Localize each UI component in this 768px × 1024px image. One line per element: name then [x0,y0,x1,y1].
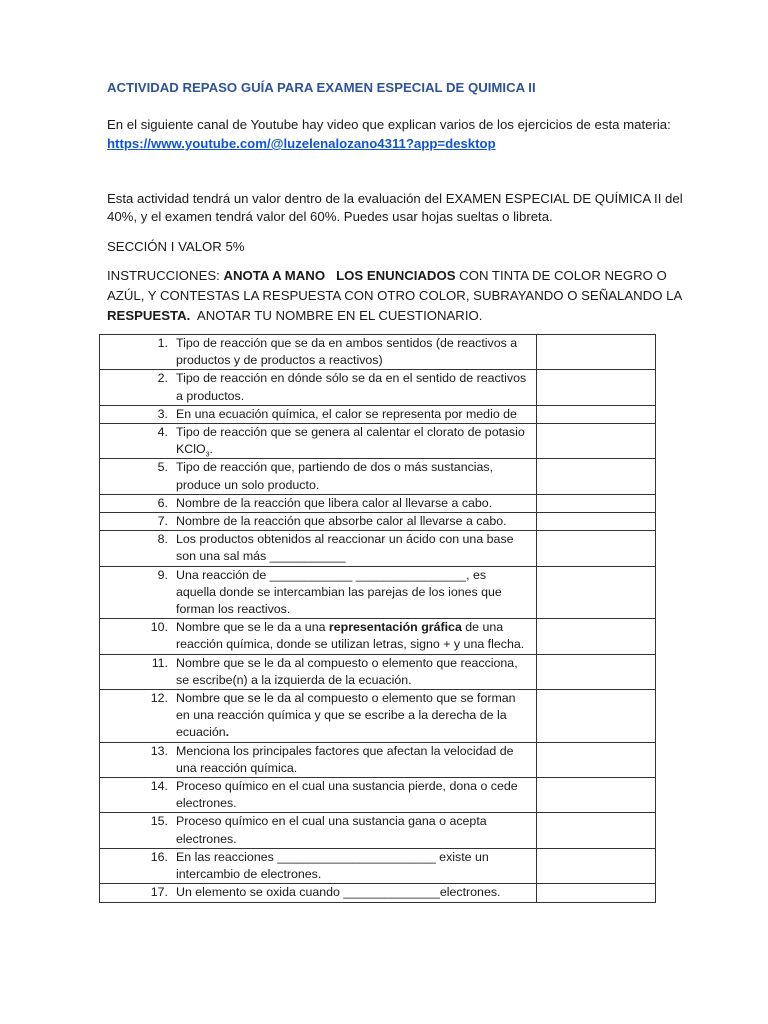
question-line: en una reacción química y que se escribe a la derecha de la [176,708,507,723]
question-line: Tipo de reacción que se da en ambos sentidos (de reactivos a [176,336,518,350]
question-number: 17. [150,885,168,900]
question-line: se escribe(n) a la izquierda de la ecuación. [176,672,412,687]
question-cell [100,619,537,654]
instructions-gap [325,268,336,283]
question-text [176,655,536,689]
question-number: 8. [157,532,168,547]
table-row [100,742,656,777]
question-text [176,778,536,812]
answer-cell[interactable] [536,513,655,531]
question-line: Nombre de la reacción que libera calor al llevarse a cabo. [176,495,493,510]
youtube-link[interactable]: https://www.youtube.com/@luzelenalozano4311?app=desktop [107,136,496,151]
question-text [176,335,536,369]
answer-cell[interactable] [536,424,655,459]
question-cell [100,513,537,531]
answer-cell[interactable] [536,459,655,494]
question-text [176,743,536,777]
instructions-line [107,266,667,286]
instructions-bold-handwrite: ANOTA A MANO [223,268,326,283]
question-cell [100,531,537,566]
answer-cell[interactable] [536,654,655,689]
question-line: son una sal más ___________ [176,549,346,564]
answer-cell[interactable] [536,405,655,423]
question-cell [100,370,537,405]
question-number: 7. [157,514,168,529]
question-cell [100,848,537,883]
question-cell [100,405,537,423]
question-line-part: Nombre que se le da a una [176,620,329,635]
instructions-line1-rest: CON TINTA DE COLOR NEGRO O [455,268,667,283]
question-number: 11. [151,655,168,670]
instructions-prefix: INSTRUCCIONES: [107,268,224,283]
question-line: electrones. [176,796,237,811]
instructions-line [107,306,662,326]
document-title: ACTIVIDAD REPASO GUÍA PARA EXAMEN ESPECIAL DE QUIMICA II [107,80,536,95]
answer-cell[interactable] [536,566,655,619]
question-text [176,884,536,901]
question-line: forman los reactivos. [176,602,291,617]
question-line: a productos. [176,388,245,403]
question-line: produce un solo producto. [176,477,320,492]
table-row [100,494,656,512]
instructions-line3-rest: ANOTAR TU NOMBRE EN EL CUESTIONARIO. [190,308,483,323]
table-row [100,619,656,654]
question-cell [100,690,537,743]
answer-cell[interactable] [536,370,655,405]
question-cell [100,778,537,813]
question-cell [100,459,537,494]
question-number: 10. [150,620,168,635]
question-line [176,619,536,636]
question-line: Menciona los principales factores que afectan la velocidad de [176,743,514,758]
questions-table [99,334,656,903]
question-number: 15. [150,814,168,829]
question-line: Los productos obtenidos al reaccionar un ácido con una base [176,532,514,547]
question-cell [100,884,537,902]
answer-cell[interactable] [536,884,655,902]
question-line: electrones. [176,831,237,846]
question-cell [100,742,537,777]
question-cell [100,813,537,848]
instructions-bold-statements: LOS ENUNCIADOS [336,268,456,283]
question-line: Proceso químico en el cual una sustancia pierde, dona o cede [176,779,518,794]
table-row [100,424,656,459]
question-number: 1. [157,336,168,350]
table-row [100,778,656,813]
formula-subscript: 3 [205,451,210,459]
question-number: 16. [150,849,168,864]
question-line: Nombre de la reacción que absorbe calor al llevarse a cabo. [176,514,507,529]
evaluation-note-line: 40%, y el examen tendrá valor del 60%. Puedes usar hojas sueltas o libreta. [107,209,553,224]
table-row [100,654,656,689]
table-row [100,884,656,902]
evaluation-note [107,190,683,226]
instructions-bold-answer: RESPUESTA. [107,308,191,323]
question-number: 12. [150,691,168,706]
answer-cell[interactable] [536,813,655,848]
question-line-part: ecuación [176,725,226,740]
question-line: Una reacción de ____________ ________________, es [176,567,487,582]
section-heading: SECCIÓN I VALOR 5% [107,239,245,254]
question-text [176,813,536,847]
answer-cell[interactable] [536,742,655,777]
question-line: productos y de productos a reactivos) [176,353,383,368]
question-text [176,406,536,423]
question-text [176,513,536,530]
question-line: Tipo de reacción que, partiendo de dos o más sustancias, [176,460,494,475]
question-text [176,531,536,565]
question-number: 14. [150,779,168,794]
answer-cell[interactable] [536,778,655,813]
question-number: 2. [157,371,168,386]
question-line: Nombre que se le da al compuesto o elemento que reacciona, [176,655,518,670]
question-cell [100,424,537,459]
question-line-formula [176,441,536,458]
table-row [100,335,656,370]
question-line: Tipo de reacción en dónde sólo se da en el sentido de reactivos [176,371,527,386]
question-cell [100,566,537,619]
question-line: reacción química, donde se utilizan letras, signo + y una flecha. [176,637,525,652]
question-cell [100,335,537,370]
answer-cell[interactable] [536,494,655,512]
answer-cell[interactable] [536,531,655,566]
evaluation-note-line: Esta actividad tendrá un valor dentro de la evaluación del EXAMEN ESPECIAL DE QUÍMICA II del [107,191,683,206]
table-row [100,566,656,619]
question-line: En las reacciones _______________________ existe un [176,849,489,864]
question-line-part: de una [461,620,504,635]
table-row [100,690,656,743]
question-text [176,495,536,512]
question-cell [100,494,537,512]
question-number: 4. [157,425,168,440]
question-text [176,849,536,883]
question-text [176,619,536,653]
table-row [100,370,656,405]
question-line-bold: . [225,725,230,740]
question-line: intercambio de electrones. [176,867,322,882]
answer-cell[interactable] [536,848,655,883]
question-text [176,459,536,493]
answer-cell[interactable] [536,619,655,654]
question-line-bold: representación gráfica [328,620,462,635]
question-number: 3. [157,406,168,421]
table-row [100,813,656,848]
question-line: En una ecuación química, el calor se representa por medio de [176,406,517,421]
question-line: Proceso químico en el cual una sustancia gana o acepta [176,814,487,829]
question-text [176,424,536,458]
question-text [176,370,536,404]
table-row [100,531,656,566]
instructions-line: AZÚL, Y CONTESTAS LA RESPUESTA CON OTRO COLOR, SUBRAYANDO O SEÑALANDO LA [107,288,683,303]
intro-text: En el siguiente canal de Youtube hay video que explican varios de los ejercicios de esta materia: [107,117,671,132]
table-row [100,513,656,531]
answer-cell[interactable] [536,335,655,370]
question-number: 13. [150,743,168,758]
instructions [107,266,683,326]
question-line: Nombre que se le da al compuesto o elemento que se forman [176,691,516,706]
table-row [100,459,656,494]
question-cell [100,654,537,689]
table-row [100,405,656,423]
question-line [176,724,536,741]
formula-end: . [209,442,213,457]
question-number: 5. [157,460,168,475]
table-row [100,848,656,883]
question-line: una reacción química. [176,760,298,775]
question-line: aquella donde se intercambian las parejas de los iones que [176,584,502,599]
question-number: 9. [157,567,168,582]
answer-cell[interactable] [536,690,655,743]
question-number: 6. [157,495,168,510]
formula-main: KClO [176,442,206,457]
question-line: Un elemento se oxida cuando ______________electrones. [176,885,501,900]
question-text [176,567,536,619]
question-text [176,690,536,742]
question-line: Tipo de reacción que se genera al calentar el clorato de potasio [176,425,525,440]
